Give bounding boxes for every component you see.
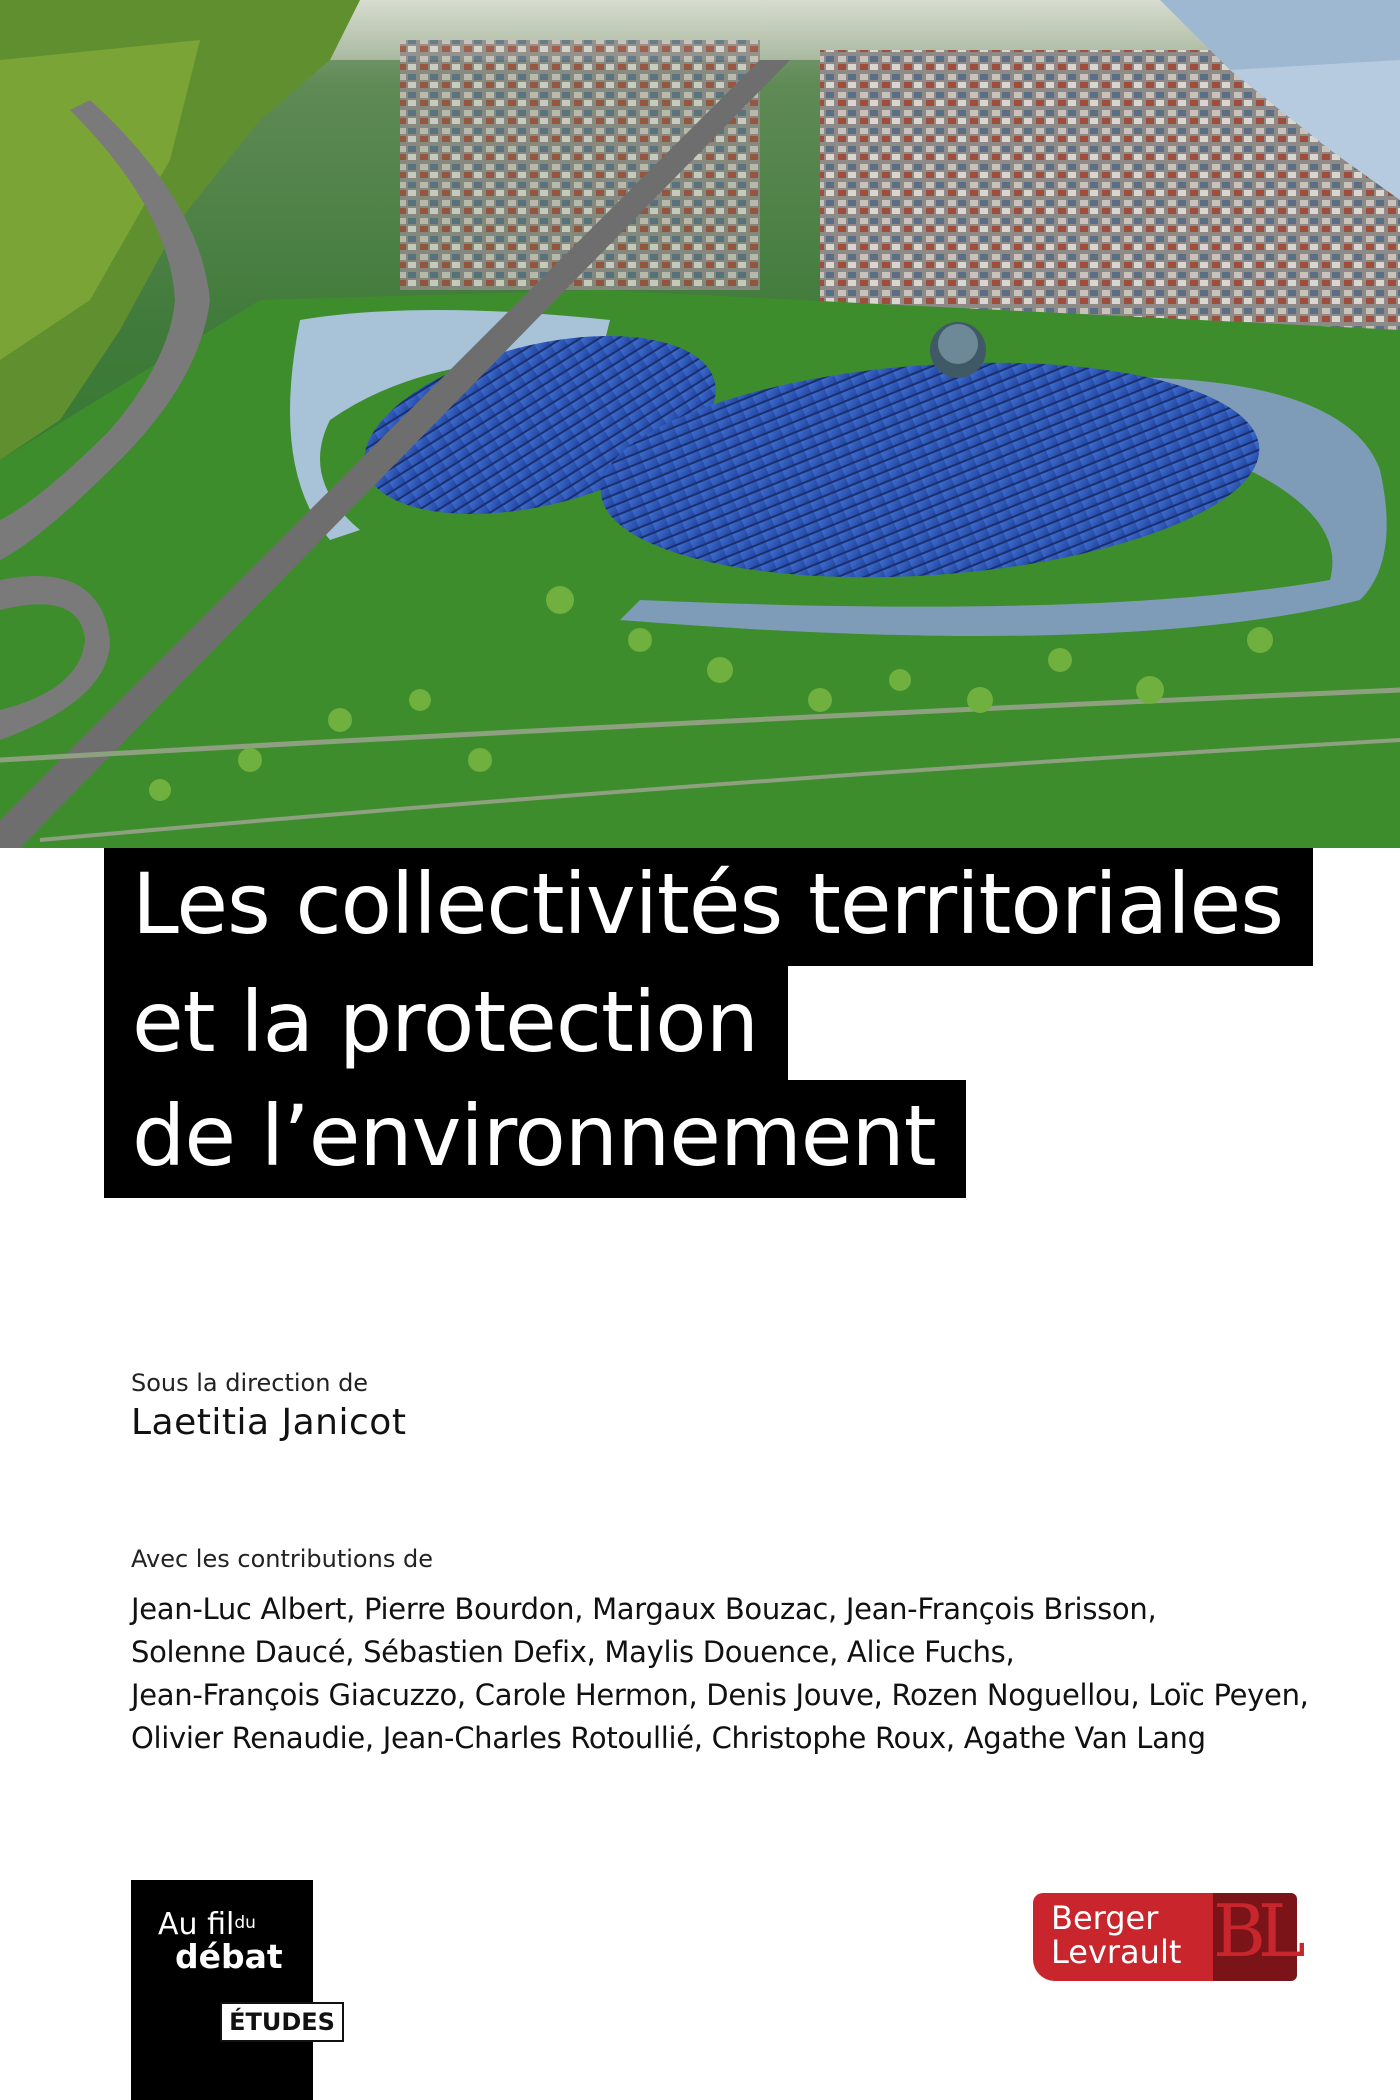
contributors-line: Olivier Renaudie, Jean-Charles Rotoullié, Christophe Roux, Agathe Van Lang — [131, 1721, 1206, 1755]
publisher-name — [1051, 1901, 1181, 1969]
contributions-label: Avec les contributions de — [131, 1545, 433, 1573]
publisher-monogram: BL — [1213, 1889, 1298, 1973]
series-line2: débat — [175, 1937, 283, 1976]
direction-label: Sous la direction de — [131, 1369, 369, 1397]
title-line-2: et la protection — [104, 966, 788, 1084]
aerial-landscape-illustration — [0, 0, 1400, 848]
series-tag: ÉTUDES — [220, 2002, 344, 2042]
cover-photo — [0, 0, 1400, 848]
contributors-line: Solenne Daucé, Sébastien Defix, Maylis Douence, Alice Fuchs, — [131, 1635, 1015, 1669]
publisher-line2: Levrault — [1051, 1933, 1182, 1971]
publisher-logo — [1033, 1889, 1298, 1981]
series-logo — [131, 1880, 313, 2100]
contributors-line: Jean-François Giacuzzo, Carole Hermon, Denis Jouve, Rozen Noguellou, Loïc Peyen, — [131, 1678, 1309, 1712]
title-line-1: Les collectivités territoriales — [104, 848, 1313, 966]
series-line1: Au fil — [158, 1907, 235, 1942]
contributors-line: Jean-Luc Albert, Pierre Bourdon, Margaux Bouzac, Jean-François Brisson, — [131, 1592, 1157, 1626]
director-name: Laetitia Janicot — [131, 1402, 407, 1443]
publisher-line1: Berger — [1051, 1899, 1159, 1937]
contributors-list — [131, 1588, 1361, 1760]
series-line1-small: du — [234, 1913, 256, 1933]
series-title-top — [158, 1907, 256, 1942]
title-line-3: de l’environnement — [104, 1080, 966, 1198]
publisher-logo-red-block — [1033, 1893, 1213, 1981]
